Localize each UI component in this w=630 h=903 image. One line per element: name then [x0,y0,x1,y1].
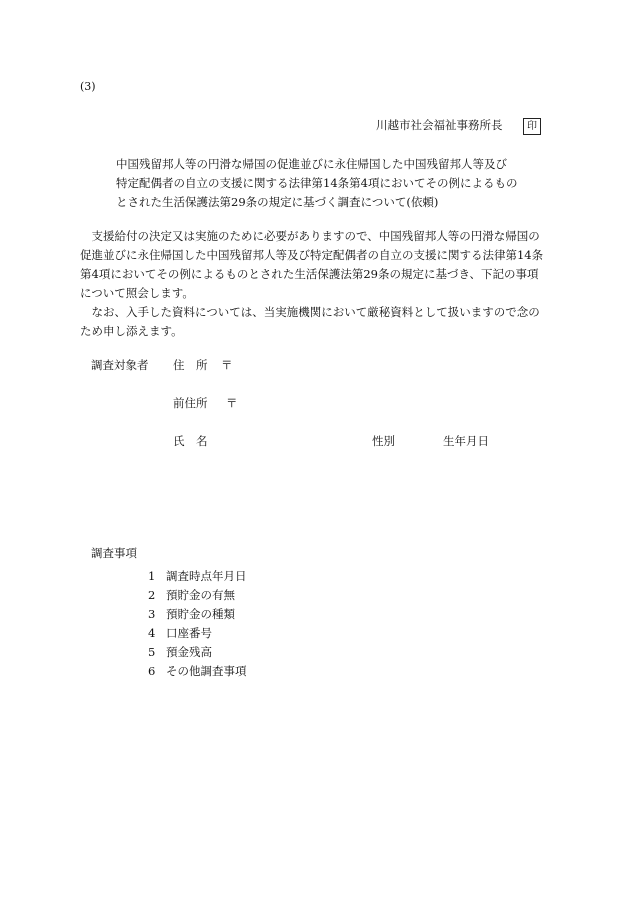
item-text: 口座番号 [166,626,212,640]
item-number: 4 [148,626,156,640]
body-line: ため申し添えます。 [80,324,183,338]
item-number: (3) [80,80,96,93]
item-text: 預貯金の種類 [166,607,235,621]
subject-heading [116,155,517,212]
list-item [148,643,247,662]
list-item [148,605,247,624]
sender-title: 川越市社会福祉事務所長 [376,118,503,132]
address-label: 住 所 [173,358,208,372]
previous-address-label: 前住所 [173,396,208,410]
item-text: 調査時点年月日 [166,569,247,583]
list-item [148,662,247,681]
date-of-birth-label: 生年月日 [443,434,489,448]
sex-label: 性別 [372,434,395,448]
item-number: 6 [148,664,156,678]
list-item [148,567,247,586]
body-line: なお、入手した資料については、当実施機関において厳秘資料として扱いますので念の [80,305,540,319]
item-number: 1 [148,569,156,583]
survey-items-list [148,567,247,681]
body-line: 支援給付の決定又は実施のために必要がありますので、中国残留邦人等の円滑な帰国の [80,229,540,243]
survey-items-heading: 調査事項 [91,546,137,560]
body-line: について照会します。 [80,286,194,300]
list-item [148,586,247,605]
body-line: 第4項においてその例によるものとされた生活保護法第29条の規定に基づき、下記の事項 [80,267,539,281]
subject-line: 中国残留邦人等の円滑な帰国の促進並びに永住帰国した中国残留邦人等及び [116,157,507,171]
postal-mark: 〒 [221,358,233,372]
subject-line: 特定配偶者の自立の支援に関する法律第14条第4項においてその例によるもの [116,176,518,190]
item-text: 預金残高 [166,645,212,659]
body-line: 促進並びに永住帰国した中国残留邦人等及び特定配偶者の自立の支援に関する法律第14条 [80,248,544,262]
postal-mark: 〒 [226,396,238,410]
name-label: 氏 名 [173,434,208,448]
subject-line: とされた生活保護法第29条の規定に基づく調査について(依頼) [116,195,439,209]
item-number: 3 [148,607,156,621]
seal-stamp-box: 印 [523,118,541,135]
item-text: その他調査事項 [166,664,247,678]
body-paragraph [80,227,552,341]
list-item [148,624,247,643]
target-person-label: 調査対象者 [91,358,149,372]
item-number: 5 [148,645,156,659]
item-number: 2 [148,588,156,602]
item-text: 預貯金の有無 [166,588,235,602]
